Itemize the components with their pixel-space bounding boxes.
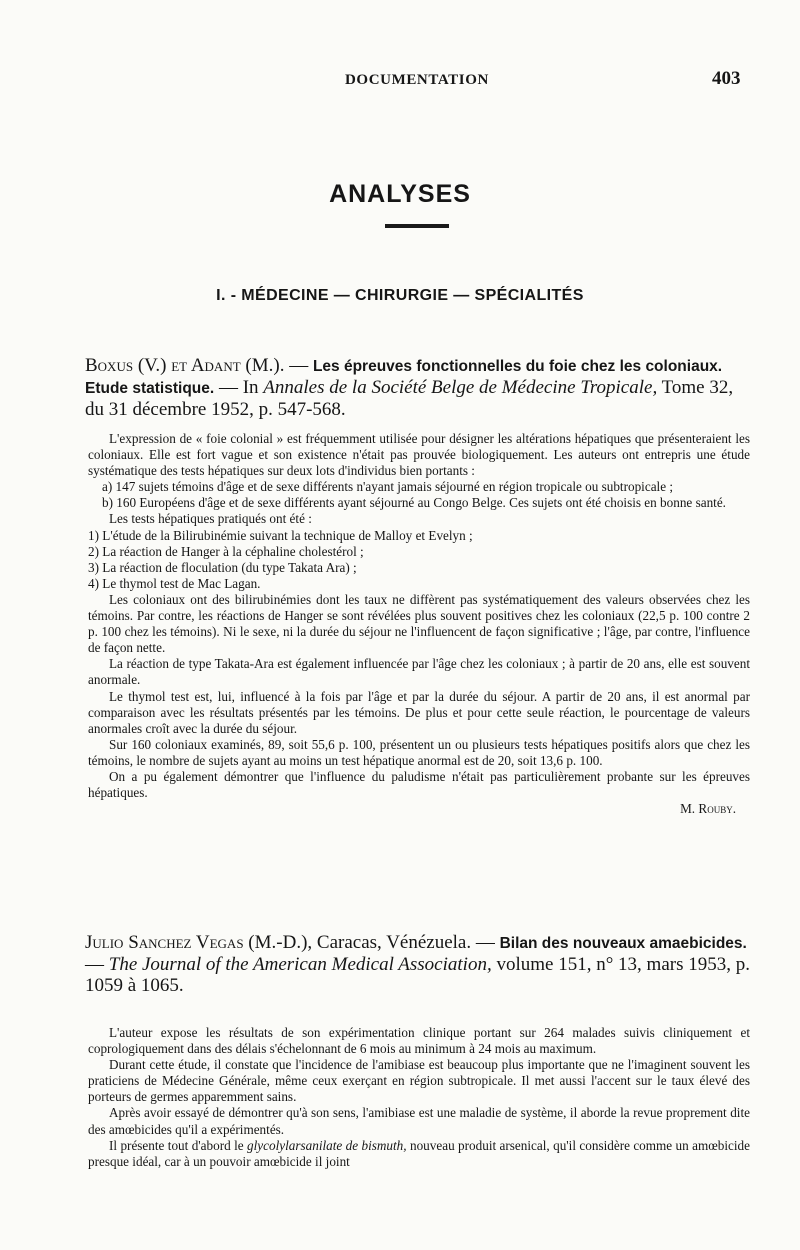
article1-paragraph: Les coloniaux ont des bilirubinémies dont les taux ne diffèrent pas systématiquement des valeurs observées chez les témoins. Par contre, les réactions de Hanger se sont révélées plus souvent positives chez les coloniaux (22,5 p. 100 contre 2 p. 100 chez les témoins). Ni le sexe, ni la durée du séjour ne l'influencent de façon significative ; l'âge, par contre, l'influence de façon nette. <box>88 591 750 656</box>
article1-title: Les épreuves fonctionnelles du foie chez les coloniaux. Etude statistique. <box>85 358 723 397</box>
article2-drug-name: glycolylarsanilate de bismuth, <box>247 1137 407 1153</box>
article1-test-1: 1) L'étude de la Bilirubinémie suivant la technique de Malloy et Evelyn ; <box>88 527 473 543</box>
article1-group-a: a) 147 sujets témoins d'âge et de sexe différents n'ayant jamais séjourné en région tropicale ou subtropicale ; <box>102 479 674 495</box>
article1-body <box>88 431 750 817</box>
running-head <box>0 68 800 96</box>
article2-location: Caracas, Vénézuela. <box>316 932 472 953</box>
article1-in-label: — In <box>218 377 259 398</box>
article1-test-2: 2) La réaction de Hanger à la céphaline cholestérol ; <box>88 543 364 559</box>
article2-in-label: — <box>85 954 104 975</box>
article1-paragraph: La réaction de type Takata-Ara est également influencée par l'âge chez les coloniaux ; à partir de 20 ans, elle est souvent anormale. <box>88 656 750 688</box>
article1-journal: Annales de la Société Belge de Médecine Tropicale, <box>263 377 658 398</box>
article2-authors: Julio Sanchez Vegas (M.-D.), <box>85 932 313 953</box>
section-rule <box>385 224 449 228</box>
article1-test-3: 3) La réaction de floculation (du type Takata Ara) ; <box>88 559 357 575</box>
article1-tests-intro: Les tests hépatiques pratiqués ont été : <box>109 511 312 527</box>
article2-title: Bilan des nouveaux amaebicides. <box>499 935 747 952</box>
article1-paragraph: On a pu également démontrer que l'influence du paludisme n'était pas particulièrement probante sur les épreuves hépatiques. <box>88 768 750 801</box>
article2-paragraph: Durant cette étude, il constate que l'incidence de l'amibiase est beaucoup plus importante que ne l'imaginent souvent les praticiens de Médecine Générale, même ceux exerçant en région subtropicale. Il met aussi l'accent sur le taux élevé des porteurs de germes apparemment sains. <box>88 1057 750 1105</box>
article2-body <box>88 1025 750 1170</box>
section-title: ANALYSES <box>329 180 471 208</box>
article1-paragraph: Le thymol test est, lui, influencé à la fois par l'âge et par la durée du séjour. A partir de 20 ans, il est anormal par comparaison avec les résultats présentés par les témoins. De plus et pour cette seule réaction, le pourcentage de valeurs anormales croît avec la durée du séjour. <box>88 688 750 736</box>
article2-last-start: Il présente tout d'abord le <box>109 1137 244 1153</box>
article1-heading: Boxus (V.) et Adant (M.). — Les épreuves fonctionnelles du foie chez les coloniaux. Etude statistique. — In Annales de la Société Belge de Médecine Tropicale, Tome 32, du 31 décembre 1952, p. 547-568. <box>85 355 734 420</box>
page-number: 403 <box>712 68 741 89</box>
article1-test-4: 4) Le thymol test de Mac Lagan. <box>88 575 261 591</box>
article2-journal: The Journal of the American Medical Association, <box>108 954 492 975</box>
article1-authors: Boxus (V.) et Adant (M.). <box>85 355 285 376</box>
article2-paragraph: L'auteur expose les résultats de son expérimentation clinique portant sur 264 malades suivis cliniquement et coprologiquement dans des délais s'échelonnant de 6 mois au minimum à 24 mois au maximum. <box>88 1025 750 1057</box>
article1-intro: L'expression de « foie colonial » est fréquemment utilisée pour désigner les altérations hépatiques que présenteraient les coloniaux. Elle est fort vague et son existence n'était pas prouvée biologiquement. Les auteurs ont entrepris une étude systématique des tests hépatiques sur deux lots d'individus bien portants : <box>88 431 750 479</box>
article1-signature: M. Rouby. <box>680 801 736 817</box>
article1-paragraph: Sur 160 coloniaux examinés, 89, soit 55,6 p. 100, présentent un ou plusieurs tests hépatiques positifs alors que chez les témoins, le nombre de sujets ayant au moins un test hépatique anormal est de 20, soit 13,6 p. 100. <box>88 736 750 768</box>
article1-citation: Tome 32, du 31 décembre 1952, p. 547-568. <box>85 377 734 420</box>
article2-paragraph: Après avoir essayé de démontrer qu'à son sens, l'amibiase est une maladie de système, il aborde la revue proprement dite des amœbicides qu'il a expérimentés. <box>88 1105 750 1137</box>
subsection-title: I. - MÉDECINE — CHIRURGIE — SPÉCIALITÉS <box>216 287 584 304</box>
article2-last-paragraph <box>88 1138 750 1170</box>
article1-group-b: b) 160 Européens d'âge et de sexe différents ayant séjourné au Congo Belge. Ces sujets ont été choisis en bonne santé. <box>102 495 726 511</box>
article2-last-rest: nouveau produit arsenical, qu'il considère comme un amœbicide presque idéal, car à un pouvoir amœbicide il joint <box>88 1137 750 1169</box>
running-title: DOCUMENTATION <box>345 72 489 88</box>
article2-heading: Julio Sanchez Vegas (M.-D.), Caracas, Vénézuela. — Bilan des nouveaux amaebicides. — The Journal of the American Medical Association, volume 151, n° 13, mars 1953, p. 1059 à 1065. <box>85 932 750 996</box>
article2-citation: volume 151, n° 13, mars 1953, p. 1059 à 1065. <box>85 954 750 996</box>
